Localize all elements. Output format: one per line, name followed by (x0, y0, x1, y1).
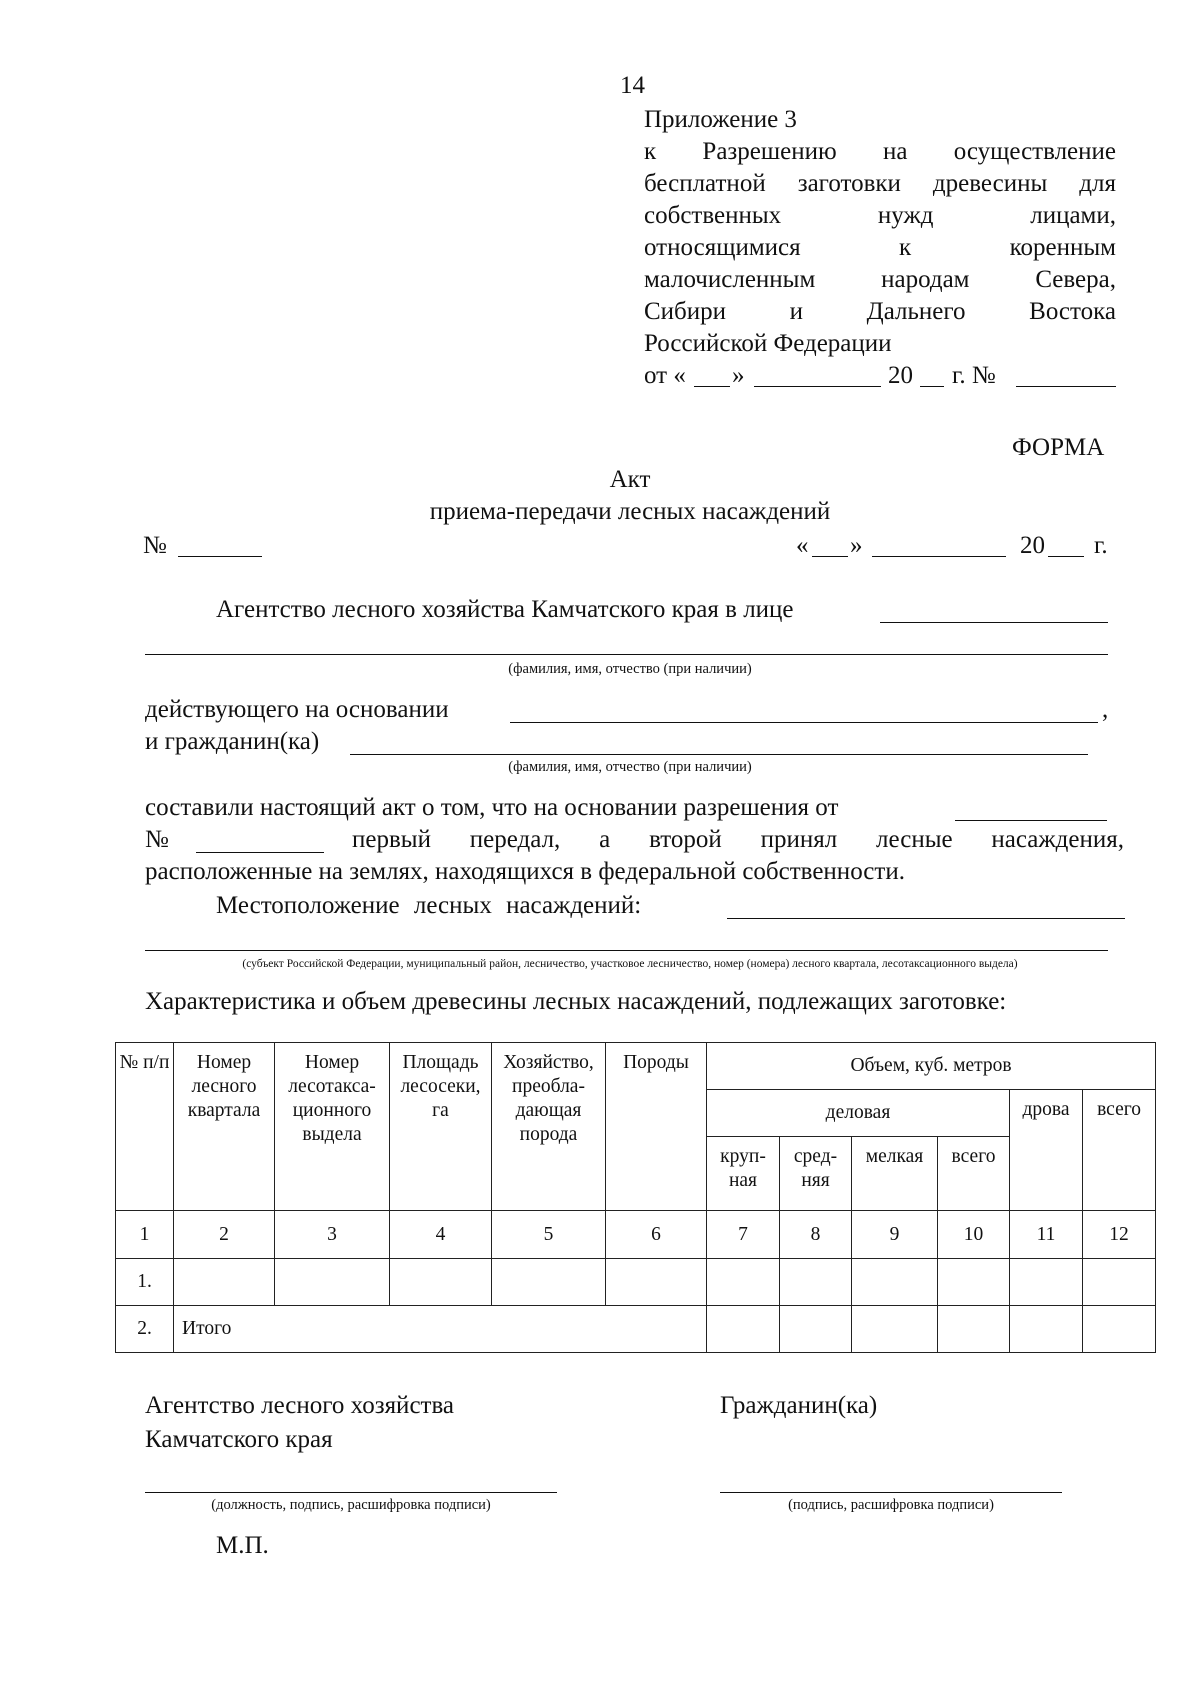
date-day-blank (694, 386, 730, 387)
permit-number-blank (196, 852, 324, 853)
column-number: 9 (852, 1211, 938, 1259)
signature-left-caption: (должность, подпись, расшифровка подписи) (211, 1497, 491, 1513)
header-firewood: дрова (1010, 1090, 1083, 1211)
table-row (116, 1259, 1156, 1306)
table-cell (780, 1306, 852, 1353)
column-number: 8 (780, 1211, 852, 1259)
table-cell (1083, 1306, 1156, 1353)
act-title: Акт (609, 466, 651, 493)
act-subtitle: приема-передачи лесных насаждений (429, 498, 831, 525)
compiled-line: составили настоящий акт о том, что на основании разрешения от (145, 794, 839, 821)
header-quarter: Номер лесного квартала (174, 1043, 275, 1211)
act-date-year-blank (1048, 556, 1084, 557)
form-label: ФОРМА (1012, 434, 1105, 461)
basis-label: действующего на основании (145, 696, 449, 723)
appendix-title: Приложение 3 (644, 106, 797, 133)
location-blank-2 (145, 950, 1108, 951)
appendix-line: к Разрешению на осуществление (644, 138, 1116, 165)
table-cell (707, 1259, 780, 1306)
timber-volume-table (115, 1042, 1156, 1353)
table-cell (780, 1259, 852, 1306)
table-cell (174, 1259, 275, 1306)
date-quote: » (732, 362, 745, 389)
column-number: 5 (492, 1211, 606, 1259)
column-number: 1 (116, 1211, 174, 1259)
table-cell (1010, 1306, 1083, 1353)
first-passed-line: первый передал, а второй принял лесные насаждения, (352, 826, 1124, 853)
header-business-total: всего (938, 1137, 1010, 1211)
signature-left-blank (145, 1492, 557, 1493)
citizen-label: и гражданин(ка) (145, 728, 320, 755)
header-num: № п/п (116, 1043, 174, 1211)
appendix-line: бесплатной заготовки древесины для (644, 170, 1116, 197)
table-cell (1083, 1259, 1156, 1306)
header-volume: Объем, куб. метров (707, 1043, 1156, 1090)
appendix-line: Российской Федерации (644, 330, 892, 357)
column-number: 11 (1010, 1211, 1083, 1259)
stamp-label: М.П. (216, 1532, 269, 1559)
appendix-line: относящимися к коренным (644, 234, 1116, 261)
act-date-open: « (796, 532, 809, 559)
header-medium: сред-няя (780, 1137, 852, 1211)
table-cell (606, 1259, 707, 1306)
table-cell (938, 1259, 1010, 1306)
table-cell (1010, 1259, 1083, 1306)
header-total: всего (1083, 1090, 1156, 1211)
date-month-blank (754, 386, 881, 387)
row-number: 1. (116, 1259, 174, 1306)
table-cell (938, 1306, 1010, 1353)
table-cell (707, 1306, 780, 1353)
appendix-line: малочисленным народам Севера, (644, 266, 1116, 293)
act-date-year: 20 (1020, 532, 1045, 559)
act-number-blank (178, 556, 262, 557)
table-row-total (116, 1306, 1156, 1353)
table-cell (492, 1259, 606, 1306)
permit-number-label: № (145, 826, 169, 853)
row-number: 2. (116, 1306, 174, 1353)
characteristics-heading: Характеристика и объем древесины лесных насаждений, подлежащих заготовке: (145, 988, 1007, 1015)
permit-date-blank (955, 820, 1107, 821)
date-number-label: г. № (952, 362, 996, 389)
date-year-blank (920, 386, 944, 387)
fio-caption-2: (фамилия, имя, отчество (при наличии) (508, 759, 752, 775)
appendix-number-blank (1016, 386, 1116, 387)
signature-left-title-2: Камчатского края (145, 1426, 333, 1453)
location-label: Местоположение лесных насаждений: (216, 892, 642, 919)
date-prefix: от « (644, 362, 686, 389)
agency-person-blank (880, 622, 1108, 623)
table-cell (275, 1259, 390, 1306)
signature-right-blank (720, 1492, 1062, 1493)
lands-line: расположенные на землях, находящихся в федеральной собственности. (145, 858, 905, 885)
act-number-label: № (143, 532, 167, 559)
act-date-month-blank (872, 556, 1006, 557)
act-date-close: » (850, 532, 863, 559)
page-number: 14 (620, 72, 645, 99)
appendix-block (644, 104, 1116, 392)
fio-caption-1: (фамилия, имя, отчество (при наличии) (508, 661, 752, 677)
table-cell (852, 1259, 938, 1306)
header-area: Площадь лесосеки, га (390, 1043, 492, 1211)
column-number: 10 (938, 1211, 1010, 1259)
header-business: деловая (707, 1090, 1010, 1137)
column-number: 7 (707, 1211, 780, 1259)
table-cell (852, 1306, 938, 1353)
column-number: 6 (606, 1211, 707, 1259)
basis-blank (510, 722, 1098, 723)
signature-right-title: Гражданин(ка) (720, 1392, 878, 1419)
header-large: круп-ная (707, 1137, 780, 1211)
agency-line: Агентство лесного хозяйства Камчатского края в лице (216, 596, 794, 623)
act-date-day-blank (812, 556, 848, 557)
total-label: Итого (174, 1306, 707, 1353)
signature-left-title-1: Агентство лесного хозяйства (145, 1392, 455, 1419)
column-number: 4 (390, 1211, 492, 1259)
column-number: 3 (275, 1211, 390, 1259)
date-year: 20 (888, 362, 913, 389)
column-number: 2 (174, 1211, 275, 1259)
header-farm-species: Хозяйство, преобла-дающая порода (492, 1043, 606, 1211)
column-number: 12 (1083, 1211, 1156, 1259)
table-cell (390, 1259, 492, 1306)
location-caption: (субъект Российской Федерации, муниципальный район, лесничество, участковое лесничество, номер (номера) лесного квартала, лесотаксационного выдела) (242, 958, 1018, 970)
header-species: Породы (606, 1043, 707, 1211)
agency-person-blank-2 (145, 654, 1108, 655)
basis-comma: , (1102, 696, 1109, 723)
act-date-g: г. (1094, 532, 1108, 559)
header-small: мелкая (852, 1137, 938, 1211)
appendix-line: Сибири и Дальнего Востока (644, 298, 1116, 325)
header-allotment: Номер лесотакса-ционного выдела (275, 1043, 390, 1211)
citizen-blank (350, 754, 1088, 755)
appendix-line: собственных нужд лицами, (644, 202, 1116, 229)
appendix-date-line (644, 360, 1116, 392)
location-blank (727, 918, 1125, 919)
signature-right-caption: (подпись, расшифровка подписи) (788, 1497, 994, 1513)
